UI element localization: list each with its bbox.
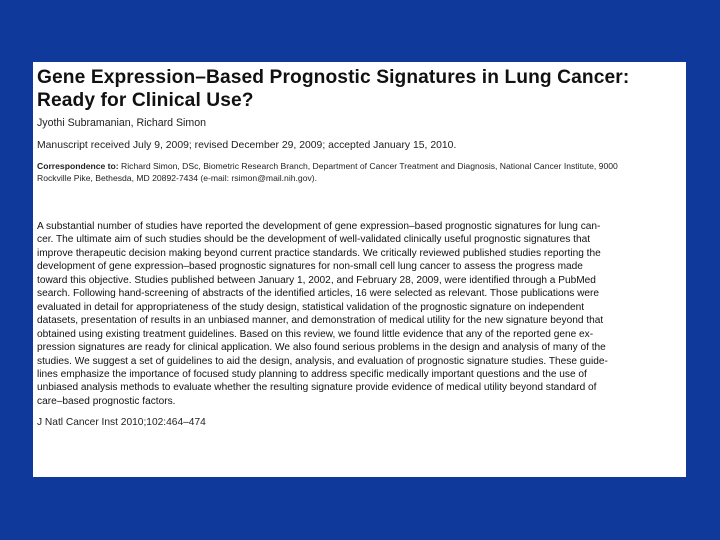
correspondence-label: Correspondence to:	[37, 161, 119, 171]
article-title-line-2: Ready for Clinical Use?	[37, 90, 254, 111]
journal-citation: J Natl Cancer Inst 2010;102:464–474	[37, 417, 206, 429]
abstract-line: search. Following hand-screening of abstracts of the identified articles, 16 were selected as relevant. Those publications were	[37, 288, 600, 300]
abstract-line: A substantial number of studies have reported the development of gene expression–based prognostic signatures for lung can-	[37, 221, 601, 232]
abstract-line: lines emphasize the importance of focused study planning to address specific medically important questions and the use of	[37, 368, 587, 380]
abstract-line: studies. We suggest a set of guidelines to aid the design, analysis, and evaluation of prognostic signature studies. These guide-	[37, 355, 608, 367]
abstract-line: toward this objective. Studies published between January 1, 2002, and February 28, 2009, were identified through a PubMed	[37, 274, 596, 286]
paper-page	[33, 62, 686, 477]
correspondence-line-1: Richard Simon, DSc, Biometric Research Branch, Department of Cancer Treatment and Diagnosis, National Cancer Institute, 9000	[118, 161, 618, 171]
abstract-line: evaluated in detail for appropriateness of the study design, statistical validation of the prognostic signature on independent	[37, 301, 585, 313]
abstract-line: improve therapeutic decision making beyond current practice standards. We critically reviewed published studies reporting the	[37, 247, 601, 259]
abstract-line: unbiased analysis methods to evaluate whether the resulting signature provide evidence of medical utility beyond standard of	[37, 382, 597, 394]
abstract-line: care–based prognostic factors.	[37, 395, 176, 407]
correspondence-line-2: Rockville Pike, Bethesda, MD 20892-7434 (e-mail: rsimon@mail.nih.gov).	[37, 173, 318, 183]
article-title-line-1: Gene Expression–Based Prognostic Signatures in Lung Cancer:	[37, 67, 630, 88]
article-title	[37, 66, 678, 112]
abstract-line: obtained using existing treatment guidelines. Based on this review, we found little evidence that any of the reported gene ex-	[37, 328, 594, 340]
abstract-line: datasets, presentation of results in an unbiased manner, and demonstration of medical utility for the new signature beyond that	[37, 315, 604, 327]
manuscript-dates: Manuscript received July 9, 2009; revised December 29, 2009; accepted January 15, 2010.	[37, 140, 457, 151]
abstract-line: cer. The ultimate aim of such studies should be the development of well-validated clinically useful prognostic signatures that	[37, 234, 591, 246]
article-authors: Jyothi Subramanian, Richard Simon	[37, 117, 206, 129]
abstract-line: development of gene expression–based prognostic signatures for non-small cell lung cancer to assess the progress made	[37, 261, 583, 273]
abstract	[37, 220, 678, 408]
correspondence	[37, 160, 678, 184]
abstract-line: pression signatures are ready for clinical application. We also found serious problems in the design and analysis of many of the	[37, 342, 606, 354]
